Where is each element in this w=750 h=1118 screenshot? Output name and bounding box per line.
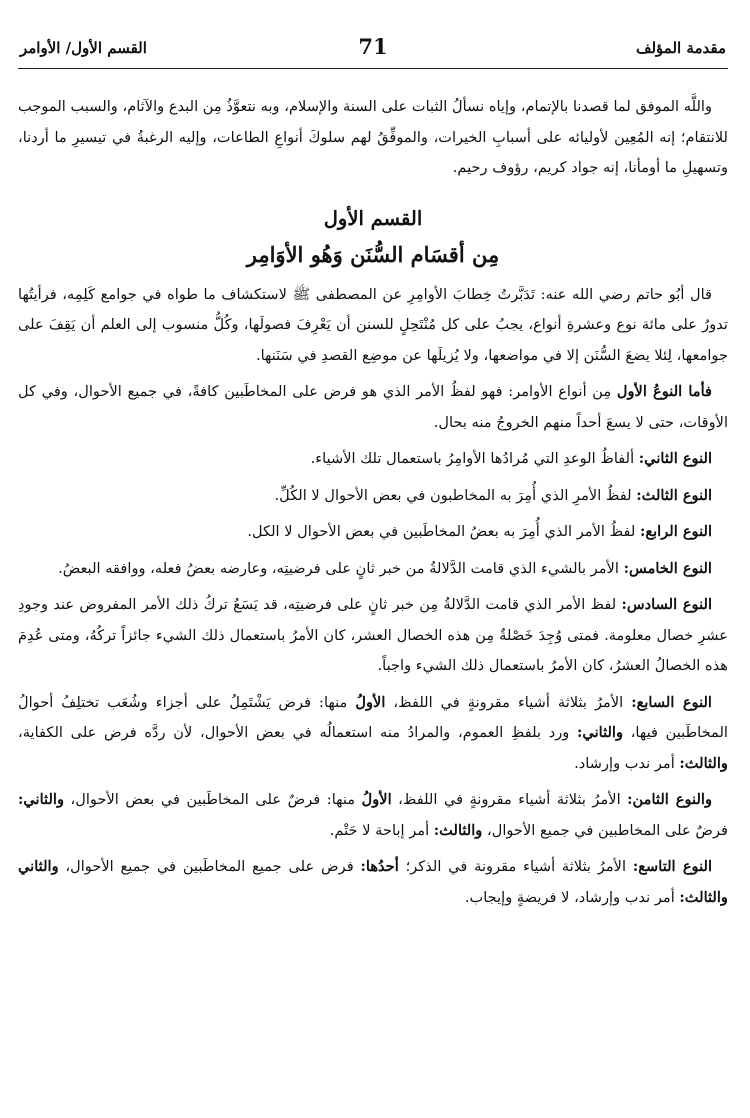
type-1-paragraph (18, 377, 728, 438)
type-8-paragraph (18, 785, 728, 846)
type-9-p3: والثاني والثالث: (18, 858, 728, 906)
type-3-label: النوع الثالث: (636, 486, 712, 504)
type-3-paragraph (18, 481, 728, 512)
section-heading: القسم الأول (323, 206, 423, 230)
type-8-p3: والثاني: (18, 791, 65, 808)
type-9-p1: أحدُها: (360, 858, 399, 875)
type-8-p5: والثالث: (433, 821, 483, 839)
page-number: 71 (358, 34, 388, 59)
type-6-text: لفظ الأمر الذي قامت الدَّلالةُ مِن خبر ثانٍ على فرضيتِه، قد يَسَعُ تركُ ذلك الأمر المفروض عند وجودِ عشرِ خصال معلومة. فمتى وُجِدَ خَصْلةٌ مِن هذه الخصال العشر، كان الأمرُ باستعمال ذلك الشيء جائزاً تركُهُ، ومتى عُدِمَ هذه الخصالُ العشرُ، كان الأمرُ باستعمال ذلك الشيء واجباً. (18, 596, 728, 674)
running-head (18, 34, 728, 69)
type-6-label: النوع السادس: (621, 596, 712, 613)
type-9-p4: أمر ندب وإرشاد، لا فريضةٍ وإيجاب. (464, 888, 680, 906)
type-8-label: والنوع الثامن: (627, 791, 712, 808)
type-5-paragraph (18, 554, 728, 585)
running-head-chapter: القسم الأول/ الأوامر (20, 39, 147, 57)
type-8-p0: الأمرُ بثلاثة أشياء مقرونةٍ في اللفظ، (391, 791, 628, 808)
type-7-p0: الأمرُ بثلاثة أشياء مقرونةٍ في اللفظ، (385, 693, 632, 711)
type-4-label: النوع الرابع: (639, 523, 712, 540)
type-4-paragraph (18, 517, 728, 548)
type-8-p2: منها: فرضٌ على المخاطَبين في بعض الأحوال، (64, 791, 362, 808)
type-6-paragraph (18, 590, 728, 682)
section-subheading: مِن أقسَام السُّنَن وَهُو الأوَامِر (246, 241, 500, 267)
type-9-paragraph (18, 852, 728, 913)
type-5-label: النوع الخامس: (623, 559, 712, 577)
type-2-paragraph (18, 444, 728, 475)
type-8-p4: فرضٌ على المخاطبين في جميع الأحوال، (482, 821, 728, 839)
type-1-label: فأما النوعُ الأول (616, 383, 713, 400)
type-9-label: النوع التاسع: (632, 858, 712, 875)
opening-paragraph: قال أبُو حاتم رضي الله عنه: تَدَبَّرتُ خِطابَ الأوامِرِ عن المصطفى ﷺ لاستكشاف ما طواه في جوامع كَلِمِه، فرأيتُها تدورُ على مائة نوع وعشرةِ أنواع، يجبُ على كل مُنْتَحِلٍ للسنن أن يَعْرِفَ فصولَها، وكُلُّ منسوب إلى العلم أن يَقِفَ على جوامعها، لِئلا يضعَ السُّنَن إلا في مواضعها، ولا يُزيلَها عن موضِع القصدِ في سَنَنها. (18, 285, 728, 364)
type-7-p3: والثاني: (577, 724, 624, 741)
type-8-p6: أمر إباحة لا حَتْم. (329, 821, 434, 839)
type-9-p0: الأمرُ بثلاثة أشياء مقرونة في الذكر؛ (398, 858, 633, 875)
intro-paragraph: واللَّه الموفق لما قصدنا بالإتمام، وإياه نسألُ الثبات على السنة والإسلام، وبه نتعوَّذُ مِن البدع والآثام، والسبب الموجب للانتقام؛ إنه المُعِين لأوليائه على أسبابِ الخيرات، والموفِّقُ لهم سلوكَ أنواعِ الطاعات، وإليه الرغبةُ في تيسيرِ ما أردنا، وتسهيلِ ما أومأنا، إنه جواد كريم، رؤوف رحيم. (18, 98, 728, 176)
type-7-p1: الأولُ (355, 693, 386, 711)
type-7-p5: والثالث: (679, 754, 728, 772)
type-7-p6: أمر ندب وإرشاد. (574, 754, 680, 772)
type-5-text: الأمر بالشيء الذي قامت الدَّلالةُ من خبر ثانٍ على فرضيتِه، وعارضه بعضُ فعله، ووافقه البعضُ. (58, 559, 624, 577)
type-7-paragraph (18, 688, 728, 780)
page-body (18, 92, 728, 919)
type-7-p4: ورد بلفظِ العموم، والمرادُ منه استعمالُه في بعض الأحوال، لأن ردَّه فرض على الكفاية، (18, 724, 578, 741)
type-3-text: لفظُ الأمرِ الذي أُمِرَ به المخاطبون في بعض الأحوال لا الكُلِّ. (274, 486, 637, 504)
type-8-p1: الأولُ (361, 791, 392, 808)
type-2-text: ألفاظُ الوعدِ التي مُرادُها الأوامِرُ باستعمال تلك الأشياء. (310, 450, 639, 467)
type-7-p2: منها: فرض يَشْتَمِلُ على أجزاء وشُعَب تختلِفُ أحوالُ المخاطَبين فيها، (18, 693, 728, 741)
type-4-text: لفظُ الأمر الذي أُمِرَ به بعضُ المخاطَبين في بعض الأحوال لا الكل. (247, 523, 640, 540)
running-head-section: مقدمة المؤلف (635, 39, 726, 57)
type-9-p2: فرض على جميع المخاطَبين في جميع الأحوال، (58, 858, 361, 875)
type-7-label: النوع السابع: (631, 693, 712, 711)
type-1-text: مِن أنواع الأوامر: فهو لفظُ الأمر الذي هو فرض على المخاطَبين كافةً، في جميع الأحوال، وفي كل الأوقات، حتى لا يسعَ أحداً منهم الخروجُ منه بحال. (18, 383, 728, 431)
type-2-label: النوع الثاني: (638, 450, 712, 467)
